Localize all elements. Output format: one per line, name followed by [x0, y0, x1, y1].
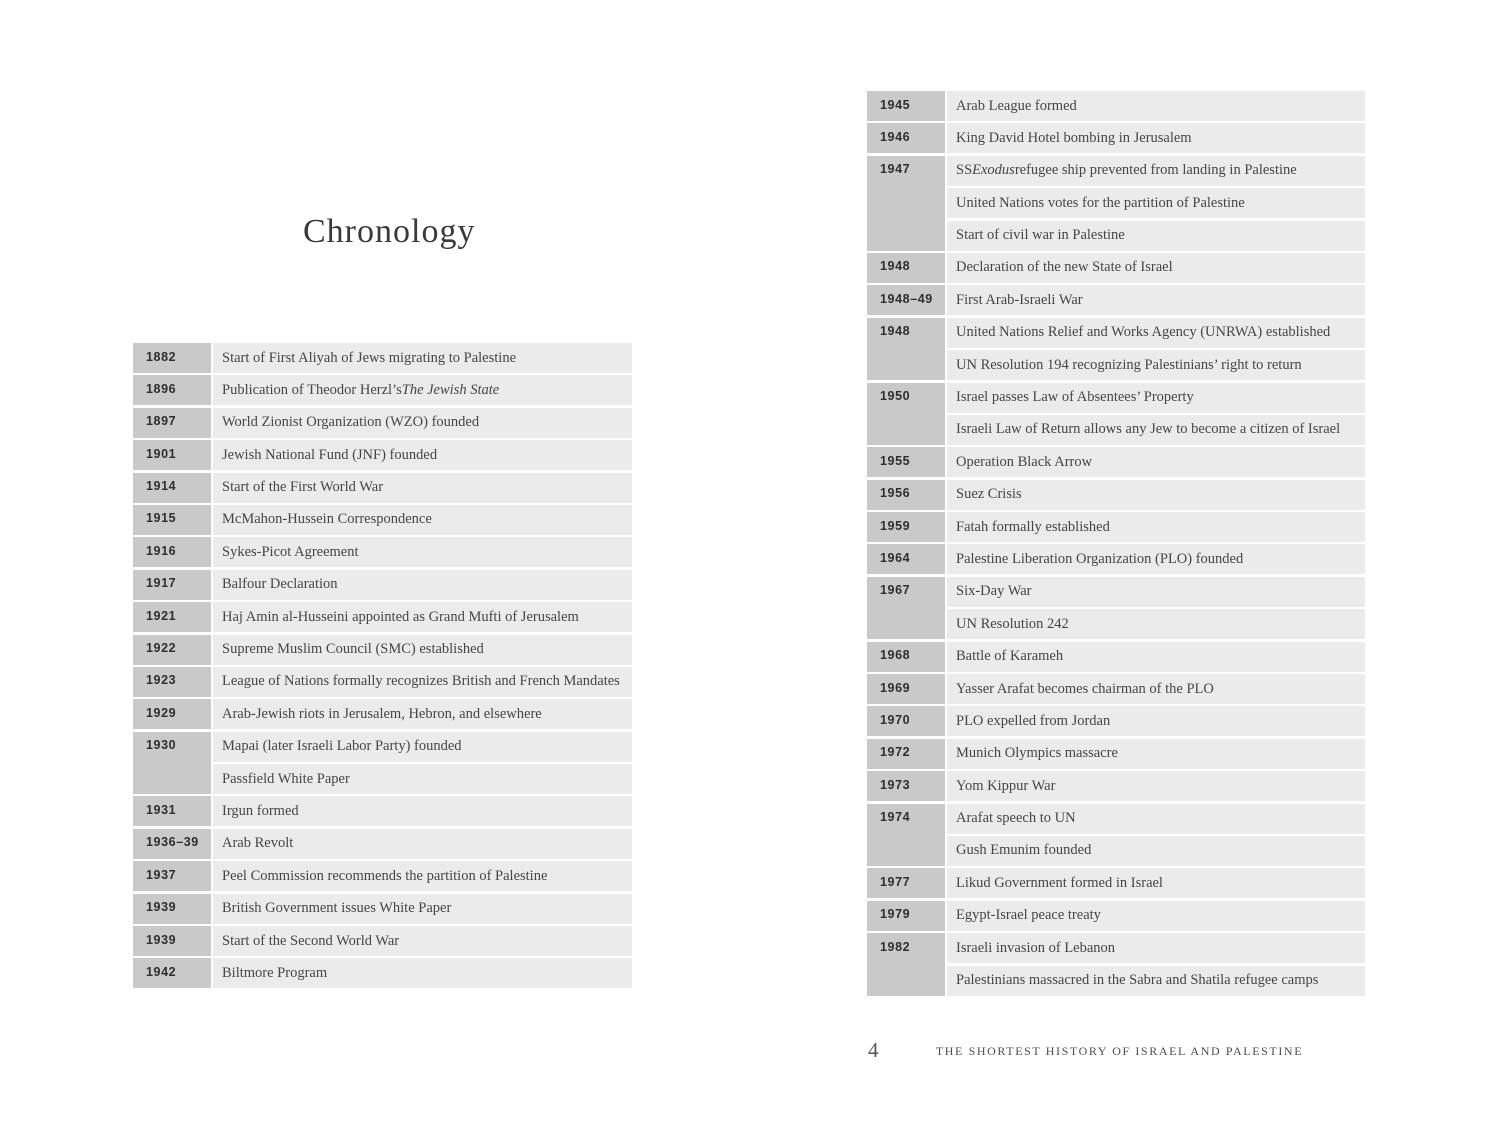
year-cell: 1922	[133, 635, 211, 665]
event-text: UN Resolution 194 recognizing Palestinians’ right to return	[956, 356, 1302, 373]
chronology-table-left	[133, 343, 632, 988]
year-cell: 1967	[867, 577, 945, 639]
event-text: Palestinians massacred in the Sabra and Shatila refugee camps	[956, 972, 1319, 989]
event-text-italic: The Jewish State	[401, 381, 500, 398]
event-cell	[947, 123, 1365, 153]
event-cell	[213, 408, 632, 438]
event-text: Start of the First World War	[222, 479, 384, 496]
event-cell	[213, 861, 632, 891]
year-cell: 1915	[133, 505, 211, 535]
event-text: Battle of Karameh	[956, 648, 1064, 665]
year-cell: 1929	[133, 699, 211, 729]
year-cell: 1882	[133, 343, 211, 373]
event-cell	[947, 674, 1365, 704]
year-cell: 1972	[867, 739, 945, 769]
event-text: Six-Day War	[956, 583, 1032, 600]
event-text: Operation Black Arrow	[956, 453, 1093, 470]
event-cell	[947, 933, 1365, 963]
event-text: United Nations votes for the partition of Palestine	[956, 194, 1245, 211]
event-text: Jewish National Fund (JNF) founded	[222, 446, 438, 463]
event-cell	[947, 739, 1365, 769]
event-cell	[947, 836, 1365, 866]
year-cell: 1982	[867, 933, 945, 995]
year-cell: 1896	[133, 375, 211, 405]
event-cell	[947, 966, 1365, 996]
year-cell: 1970	[867, 706, 945, 736]
event-text: Yom Kippur War	[956, 777, 1056, 794]
event-cell	[947, 415, 1365, 445]
event-text: Passfield White Paper	[222, 770, 350, 787]
year-cell: 1974	[867, 804, 945, 866]
event-text: Likud Government formed in Israel	[956, 874, 1163, 891]
year-cell: 1969	[867, 674, 945, 704]
page-title: Chronology	[303, 212, 476, 250]
year-cell: 1939	[133, 894, 211, 924]
event-cell	[947, 771, 1365, 801]
event-cell	[947, 577, 1365, 607]
event-cell	[947, 221, 1365, 251]
event-cell	[947, 512, 1365, 542]
event-cell	[947, 544, 1365, 574]
year-cell: 1901	[133, 440, 211, 470]
event-cell	[947, 350, 1365, 380]
event-text-italic: Exodus	[972, 162, 1015, 179]
event-text: Start of the Second World War	[222, 932, 400, 949]
event-text: Supreme Muslim Council (SMC) established	[222, 641, 484, 658]
event-cell	[213, 958, 632, 988]
year-cell: 1931	[133, 796, 211, 826]
event-cell	[213, 570, 632, 600]
year-cell: 1948	[867, 318, 945, 380]
event-text: King David Hotel bombing in Jerusalem	[956, 129, 1192, 146]
year-cell: 1950	[867, 383, 945, 445]
year-cell: 1968	[867, 642, 945, 672]
event-text: United Nations Relief and Works Agency (UNRWA) established	[956, 324, 1331, 341]
year-cell: 1946	[867, 123, 945, 153]
event-text: Israel passes Law of Absentees’ Property	[956, 389, 1194, 406]
year-cell: 1897	[133, 408, 211, 438]
year-cell: 1936–39	[133, 829, 211, 859]
year-cell: 1979	[867, 901, 945, 931]
event-text: Start of First Aliyah of Jews migrating to Palestine	[222, 349, 517, 366]
year-cell: 1947	[867, 156, 945, 251]
event-cell	[947, 447, 1365, 477]
event-text: Arab League formed	[956, 97, 1077, 114]
event-text: Suez Crisis	[956, 486, 1022, 503]
event-cell	[213, 635, 632, 665]
year-cell: 1939	[133, 926, 211, 956]
event-text: Declaration of the new State of Israel	[956, 259, 1173, 276]
year-cell: 1921	[133, 602, 211, 632]
event-cell	[947, 706, 1365, 736]
event-cell	[947, 156, 1365, 186]
event-cell	[213, 894, 632, 924]
year-cell: 1917	[133, 570, 211, 600]
event-text: SS	[956, 162, 973, 179]
event-cell	[947, 480, 1365, 510]
event-text: Egypt-Israel peace treaty	[956, 907, 1101, 924]
event-text: Yasser Arafat becomes chairman of the PLO	[956, 680, 1214, 697]
event-text: Gush Emunim founded	[956, 842, 1092, 859]
event-text: Publication of Theodor Herzl’s	[222, 381, 402, 398]
event-cell	[947, 253, 1365, 283]
event-text: PLO expelled from Jordan	[956, 712, 1111, 729]
event-cell	[947, 804, 1365, 834]
event-text: Israeli invasion of Lebanon	[956, 939, 1116, 956]
event-cell	[213, 926, 632, 956]
year-cell: 1930	[133, 732, 211, 794]
event-text: Balfour Declaration	[222, 576, 338, 593]
event-cell	[213, 764, 632, 794]
event-cell	[213, 375, 632, 405]
event-cell	[947, 188, 1365, 218]
event-text: World Zionist Organization (WZO) founded	[222, 414, 480, 431]
year-cell: 1937	[133, 861, 211, 891]
year-cell: 1914	[133, 473, 211, 503]
event-cell	[947, 318, 1365, 348]
event-cell	[213, 829, 632, 859]
event-text: Start of civil war in Palestine	[956, 227, 1125, 244]
event-cell	[213, 667, 632, 697]
event-cell	[213, 537, 632, 567]
event-cell	[213, 343, 632, 373]
year-cell: 1973	[867, 771, 945, 801]
year-cell: 1916	[133, 537, 211, 567]
chronology-table-right	[867, 91, 1365, 996]
running-head: THE SHORTEST HISTORY OF ISRAEL AND PALESTINE	[935, 1044, 1304, 1058]
event-text: Irgun formed	[222, 802, 299, 819]
event-text: refugee ship prevented from landing in Palestine	[1014, 162, 1297, 179]
event-text: Palestine Liberation Organization (PLO) founded	[956, 550, 1244, 567]
event-cell	[213, 473, 632, 503]
event-cell	[947, 285, 1365, 315]
year-cell: 1955	[867, 447, 945, 477]
year-cell: 1977	[867, 868, 945, 898]
event-text: Mapai (later Israeli Labor Party) founded	[222, 738, 462, 755]
event-cell	[213, 440, 632, 470]
event-text: Arafat speech to UN	[956, 810, 1076, 827]
event-cell	[947, 868, 1365, 898]
event-cell	[947, 901, 1365, 931]
year-cell: 1948	[867, 253, 945, 283]
event-cell	[213, 796, 632, 826]
event-text: Haj Amin al-Husseini appointed as Grand Mufti of Jerusalem	[222, 608, 579, 625]
event-cell	[213, 602, 632, 632]
event-cell	[947, 383, 1365, 413]
page-number: 4	[868, 1038, 879, 1062]
year-cell: 1948–49	[867, 285, 945, 315]
event-text: League of Nations formally recognizes British and French Mandates	[222, 673, 620, 690]
event-text: Arab-Jewish riots in Jerusalem, Hebron, and elsewhere	[222, 705, 542, 722]
event-text: Sykes-Picot Agreement	[222, 543, 359, 560]
event-cell	[947, 642, 1365, 672]
event-cell	[213, 732, 632, 762]
event-text: McMahon-Hussein Correspondence	[222, 511, 432, 528]
year-cell: 1942	[133, 958, 211, 988]
year-cell: 1956	[867, 480, 945, 510]
year-cell: 1945	[867, 91, 945, 121]
event-cell	[947, 609, 1365, 639]
event-text: Arab Revolt	[222, 835, 294, 852]
event-text: Biltmore Program	[222, 964, 328, 981]
event-text: Peel Commission recommends the partition of Palestine	[222, 867, 548, 884]
year-cell: 1959	[867, 512, 945, 542]
event-cell	[947, 91, 1365, 121]
event-text: Fatah formally established	[956, 518, 1110, 535]
event-cell	[213, 505, 632, 535]
event-text: Israeli Law of Return allows any Jew to become a citizen of Israel	[956, 421, 1341, 438]
event-cell	[213, 699, 632, 729]
event-text: UN Resolution 242	[956, 615, 1069, 632]
year-cell: 1964	[867, 544, 945, 574]
event-text: Munich Olympics massacre	[956, 745, 1118, 762]
event-text: British Government issues White Paper	[222, 900, 452, 917]
event-text: First Arab-Israeli War	[956, 291, 1083, 308]
year-cell: 1923	[133, 667, 211, 697]
